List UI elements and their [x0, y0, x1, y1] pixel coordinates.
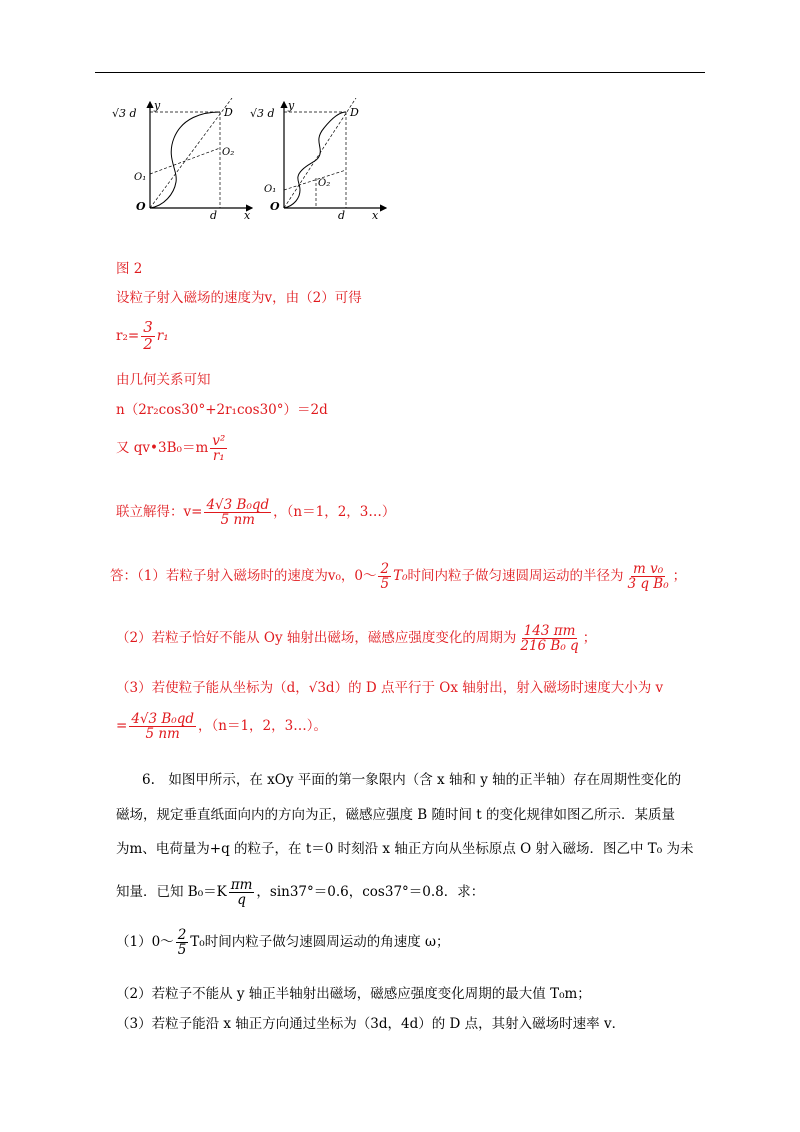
fraction: $\frac{\text{4√3 B₀qd}}{5 nm}$ — [131, 711, 195, 743]
question-2: （2）若粒子不能从 y 轴正半轴射出磁场，磁感应强度变化周期的最大值 T₀m； — [116, 986, 591, 1002]
label-x-axis: x — [244, 209, 251, 222]
solution-line-5: 又 qv•3B₀＝m $\frac{\text{v²}}{\text{r₁}}$ — [116, 433, 226, 465]
label-y-axis: y — [288, 99, 295, 112]
label-y-axis: y — [154, 99, 161, 112]
label-o2: O₂ — [318, 178, 331, 189]
label-x-d: d — [338, 209, 346, 222]
fraction: $\frac{\text{v²}}{\text{r₁}}$ — [212, 433, 226, 465]
answer-3: （3）若使粒子能从坐标为（d，√3d）的 D 点平行于 Ox 轴射出，射入磁场时速度大小为 v — [116, 680, 664, 696]
label-y-top: √3 d — [250, 107, 275, 120]
fraction: $\frac{3}{2}$ — [143, 318, 153, 353]
header-rule — [95, 72, 705, 73]
question-3: （3）若粒子能沿 x 轴正方向通过坐标为（3d，4d）的 D 点，其射入磁场时速率 v． — [116, 1016, 626, 1032]
figure-right — [250, 98, 400, 223]
fraction: $\frac{\text{m v₀}}{\text{3 q B₀}}$ — [627, 561, 669, 593]
fraction: $\frac{2}{5}$ — [177, 927, 187, 959]
label-point-d: D — [224, 106, 233, 119]
center-line — [150, 148, 220, 174]
label-o1: O₁ — [264, 184, 277, 195]
label-point-d: D — [350, 106, 359, 119]
label-origin: O — [136, 200, 146, 213]
label-x-d: d — [210, 209, 218, 222]
label-y-top: √3 d — [112, 107, 137, 120]
answer-1: 答：（1）若粒子射入磁场时的速度为v₀，0～ $\frac{2}{5}$ T₀时间内粒子做匀速圆周运动的半径为 $\frac{\text{m v₀}}{\text{3 q B₀}}$ ； — [110, 561, 687, 593]
label-o2: O₂ — [222, 147, 235, 158]
center-line — [284, 170, 346, 190]
figure-caption: 图 2 — [116, 261, 143, 277]
problem-line-3: 为m、电荷量为+q 的粒子，在 t＝0 时刻沿 x 轴正方向从坐标原点 O 射入磁场．图乙中 T₀ 为未 — [116, 841, 694, 857]
problem-line-4: 知量．已知 B₀＝K $\frac{\pi m}{q}$ ，sin37°＝0.6，cos37°＝0.8．求： — [116, 877, 485, 909]
fraction: $\frac{143 \pi m}{\text{216 B₀ q}}$ — [520, 623, 579, 655]
figure-left — [112, 98, 262, 223]
label-o1: O₁ — [134, 172, 147, 183]
fraction: $\frac{\text{4√3 B₀qd}}{5 nm}$ — [206, 497, 270, 529]
solution-line-4: n（2r₂cos30°+2r₁cos30°）＝2d — [116, 402, 328, 418]
label-x-axis: x — [372, 209, 379, 222]
answer-2: （2）若粒子恰好不能从 Oy 轴射出磁场，磁感应强度变化的周期为 $\frac{143 \pi m}{\text{216 B₀ q}}$ ； — [116, 623, 597, 655]
answer-3-cont: = $\frac{\text{4√3 B₀qd}}{5 nm}$ ，（n＝1，2，3…）。 — [116, 711, 327, 743]
solution-line-2: r₂= $\frac{3}{2}$ r₁ — [116, 318, 169, 353]
solution-line-1: 设粒子射入磁场的速度为v，由（2）可得 — [116, 290, 362, 306]
problem-line-2: 磁场，规定垂直纸面向内的方向为正，磁感应强度 B 随时间 t 的变化规律如图乙所示．某质量 — [116, 807, 676, 823]
label-origin: O — [270, 200, 280, 213]
fraction: $\frac{\pi m}{q}$ — [230, 877, 253, 909]
problem-line-1: 6. 如图甲所示，在 xOy 平面的第一象限内（含 x 轴和 y 轴的正半轴）存在周期性变化的 — [142, 772, 682, 788]
question-1: （1）0～ $\frac{2}{5}$ T₀时间内粒子做匀速圆周运动的角速度 ω； — [116, 927, 450, 959]
fraction: $\frac{2}{5}$ — [380, 561, 390, 593]
solution-line-6: 联立解得：v= $\frac{\text{4√3 B₀qd}}{5 nm}$ ，（n＝1，2，3…） — [116, 497, 396, 529]
solution-line-3: 由几何关系可知 — [116, 372, 211, 388]
